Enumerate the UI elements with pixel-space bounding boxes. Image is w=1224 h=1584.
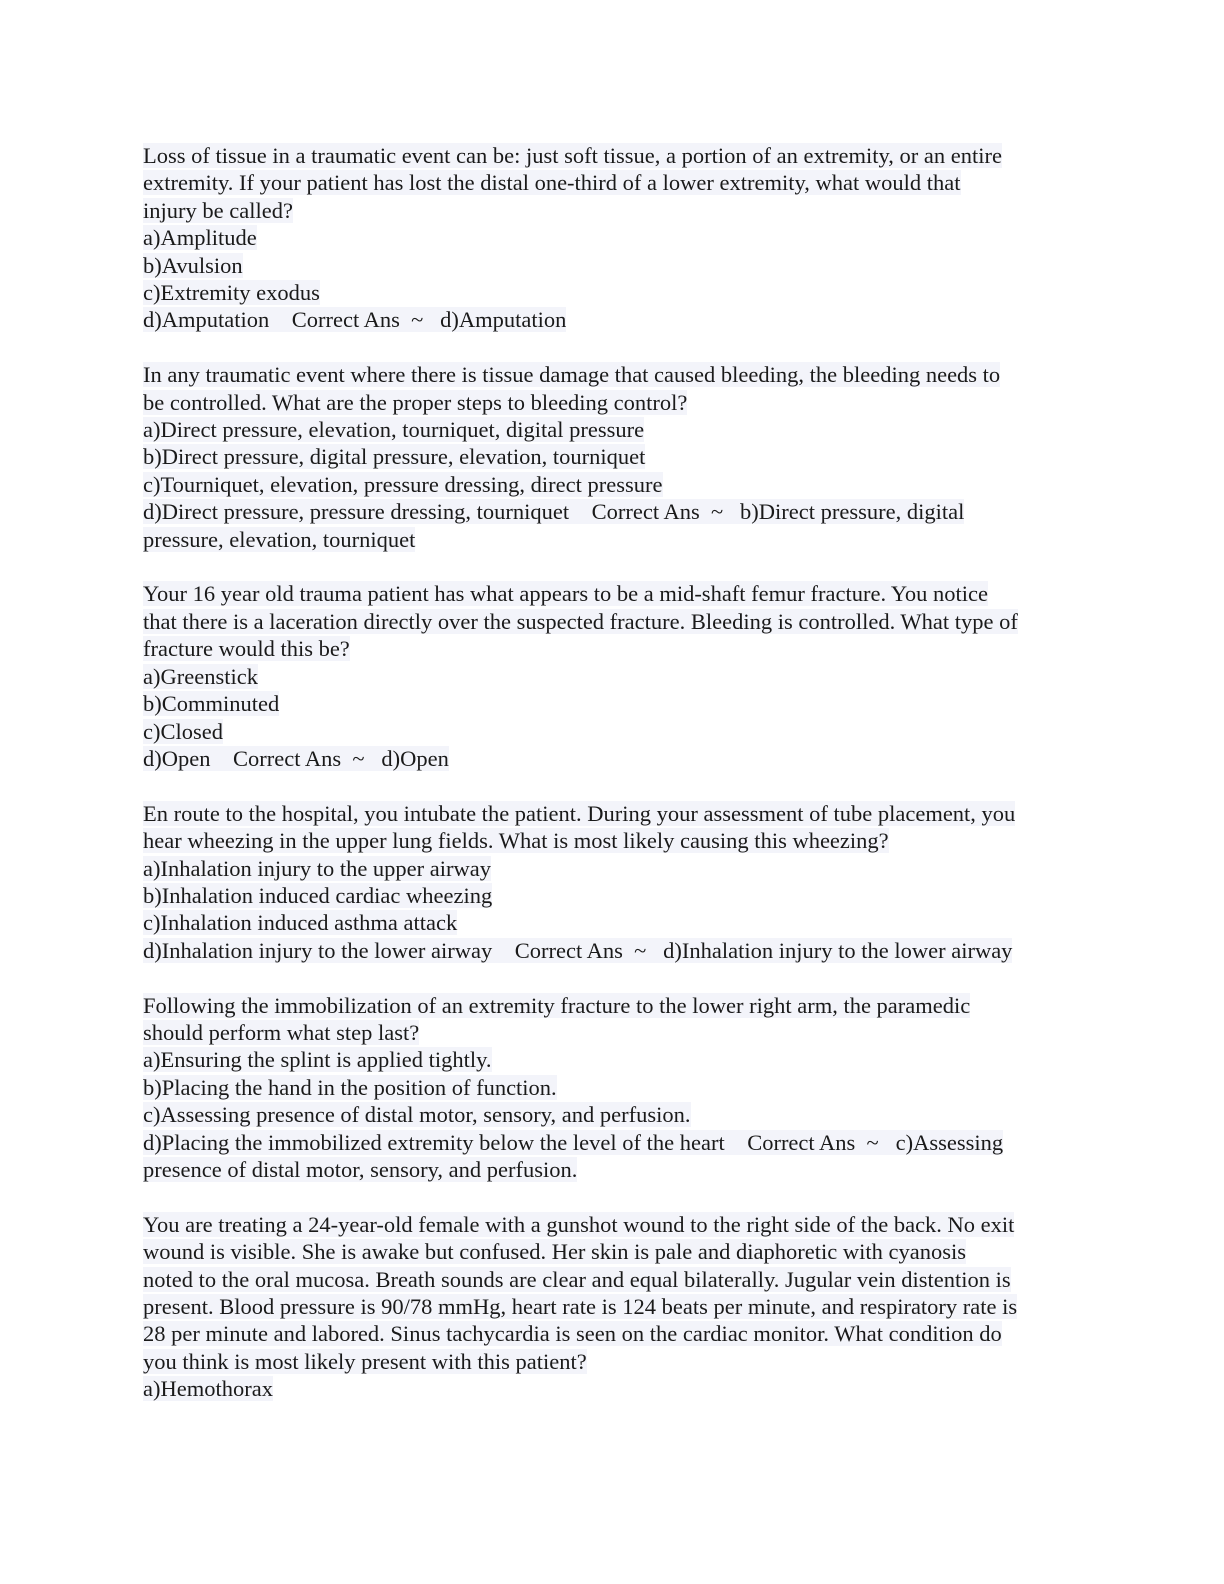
answer-option: a)Direct pressure, elevation, tourniquet, digital pressure — [143, 417, 645, 443]
answer-option: a)Inhalation injury to the upper airway — [143, 855, 492, 881]
answer-option: b)Avulsion — [143, 252, 243, 278]
answer-option: b)Placing the hand in the position of function. — [143, 1074, 557, 1100]
question-text-line: you think is most likely present with this patient? — [143, 1348, 587, 1374]
question-block-3 — [143, 580, 1083, 772]
answer-option: a)Ensuring the splint is applied tightly. — [143, 1047, 492, 1073]
answer-option: a)Greenstick — [143, 663, 258, 689]
question-text-line: extremity. If your patient has lost the distal one-third of a lower extremity, what would that — [143, 170, 961, 196]
answer-option-correct-ans: d)Placing the immobilized extremity below the level of the heart Correct Ans ~ c)Assessing — [143, 1129, 1004, 1155]
question-text-line: should perform what step last? — [143, 1019, 420, 1045]
question-text-line: 28 per minute and labored. Sinus tachycardia is seen on the cardiac monitor. What condition do — [143, 1321, 1002, 1347]
question-block-5 — [143, 992, 1083, 1184]
question-block-2 — [143, 361, 1083, 553]
answer-option: b)Direct pressure, digital pressure, elevation, tourniquet — [143, 444, 646, 470]
question-text-line: that there is a laceration directly over the suspected fracture. Bleeding is controlled. What type of — [143, 608, 1018, 634]
question-block-4 — [143, 800, 1083, 964]
question-block-1 — [143, 142, 1083, 334]
correct-ans-continuation: presence of distal motor, sensory, and perfusion. — [143, 1156, 578, 1182]
question-text-line: wound is visible. She is awake but confused. Her skin is pale and diaphoretic with cyanosis — [143, 1239, 966, 1265]
answer-option-correct-ans: d)Inhalation injury to the lower airway Correct Ans ~ d)Inhalation injury to the lower airway — [143, 937, 1013, 963]
answer-option-correct-ans: d)Amputation Correct Ans ~ d)Amputation — [143, 307, 567, 333]
question-text-line: Your 16 year old trauma patient has what appears to be a mid-shaft femur fracture. You notice — [143, 581, 988, 607]
answer-option: c)Assessing presence of distal motor, sensory, and perfusion. — [143, 1102, 691, 1128]
answer-option: b)Comminuted — [143, 691, 280, 717]
answer-option: c)Extremity exodus — [143, 280, 320, 306]
question-text-line: Following the immobilization of an extremity fracture to the lower right arm, the paramedic — [143, 992, 971, 1018]
question-text-line: fracture would this be? — [143, 636, 350, 662]
answer-option: c)Tourniquet, elevation, pressure dressing, direct pressure — [143, 471, 663, 497]
question-text-line: noted to the oral mucosa. Breath sounds are clear and equal bilaterally. Jugular vein distention is — [143, 1266, 1011, 1292]
answer-option: b)Inhalation induced cardiac wheezing — [143, 882, 493, 908]
question-text-line: En route to the hospital, you intubate the patient. During your assessment of tube placement, you — [143, 800, 1016, 826]
question-block-6 — [143, 1211, 1083, 1403]
question-text-line: present. Blood pressure is 90/78 mmHg, heart rate is 124 beats per minute, and respiratory rate is — [143, 1293, 1018, 1319]
correct-ans-continuation: pressure, elevation, tourniquet — [143, 526, 416, 552]
question-text-line: You are treating a 24-year-old female with a gunshot wound to the right side of the back. No exit — [143, 1211, 1015, 1237]
answer-option: c)Inhalation induced asthma attack — [143, 910, 458, 936]
document-body — [143, 142, 1083, 1430]
question-text-line: Loss of tissue in a traumatic event can be: just soft tissue, a portion of an extremity, or an entire — [143, 143, 1002, 168]
answer-option: c)Closed — [143, 718, 223, 744]
answer-option-correct-ans: d)Open Correct Ans ~ d)Open — [143, 745, 449, 771]
question-text-line: injury be called? — [143, 197, 293, 223]
answer-option: a)Amplitude — [143, 225, 257, 251]
question-text-line: be controlled. What are the proper steps to bleeding control? — [143, 389, 688, 415]
question-text-line: hear wheezing in the upper lung fields. What is most likely causing this wheezing? — [143, 828, 889, 854]
answer-option: a)Hemothorax — [143, 1376, 273, 1402]
question-text-line: In any traumatic event where there is tissue damage that caused bleeding, the bleeding needs to — [143, 362, 1001, 388]
answer-option-correct-ans: d)Direct pressure, pressure dressing, tourniquet Correct Ans ~ b)Direct pressure, digital — [143, 499, 965, 525]
